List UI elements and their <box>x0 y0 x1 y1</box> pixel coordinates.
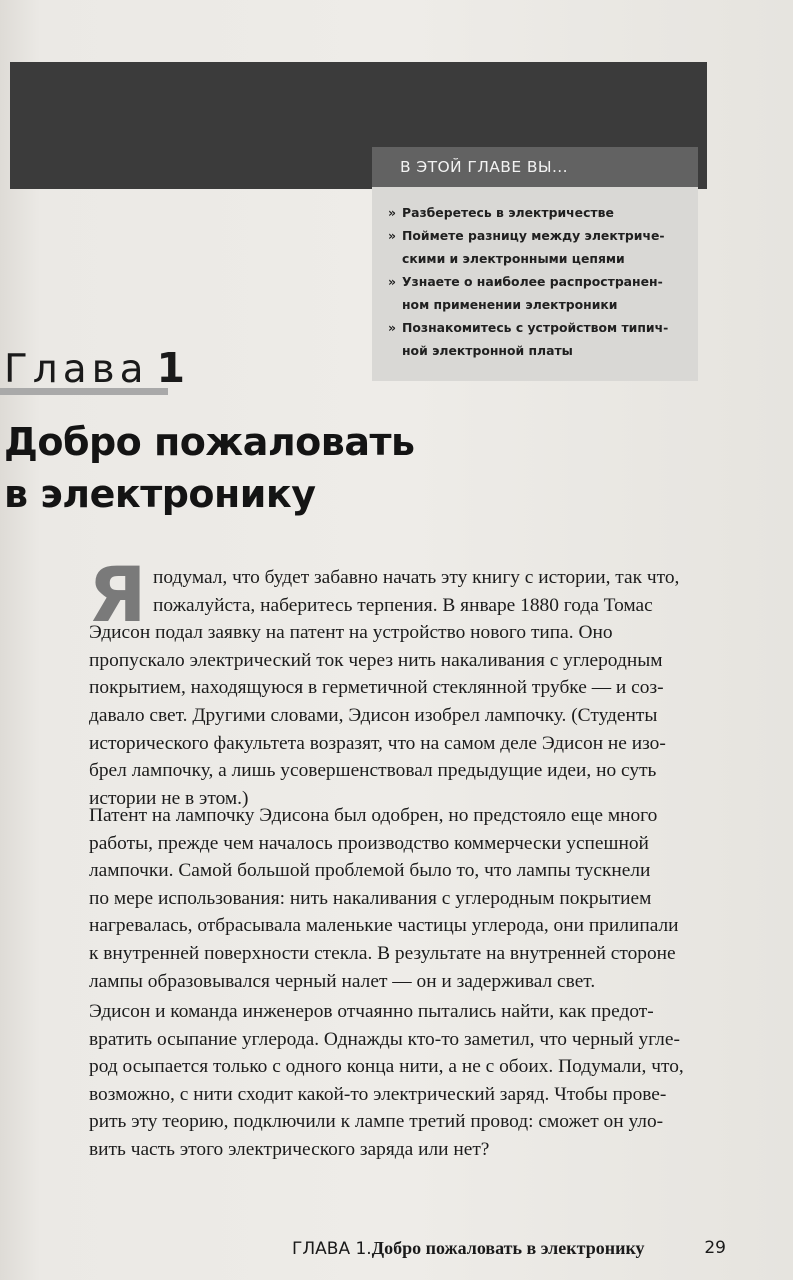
text-line: покрытием, находящуюся в герметичной стеклянной трубке — и соз- <box>89 677 664 699</box>
text-line: по мере использования: нить накаливания с углеродным покрытием <box>89 887 652 909</box>
text-line: пожалуйста, наберитесь терпения. В январе 1880 года Томас <box>153 594 653 616</box>
paragraph-1 <box>89 564 723 812</box>
chapter-summary-box <box>372 147 698 381</box>
summary-item-line: Познакомитесь с устройством типич- <box>402 320 669 335</box>
text-line: Эдисон подал заявку на патент на устройство нового типа. Оно <box>89 622 613 644</box>
summary-item-line: Узнаете о наиболее распространен- <box>402 274 663 289</box>
bullet-icon: » <box>388 228 397 243</box>
text-line: рить эту теорию, подключили к лампе третий провод: сможет он уло- <box>89 1111 664 1133</box>
chapter-word: Глава <box>4 347 149 392</box>
chapter-summary-heading: В ЭТОЙ ГЛАВЕ ВЫ... <box>372 147 698 187</box>
text-line: род осыпается только с одного конца нити, а не с обоих. Подумали, что, <box>89 1056 684 1078</box>
text-line: пропускало электрический ток через нить накаливания с углеродным <box>89 649 663 671</box>
text-line: истории не в этом.) <box>89 787 249 809</box>
bullet-icon: » <box>388 205 397 220</box>
text-line: вратить осыпание углерода. Однажды кто-то заметил, что черный угле- <box>89 1028 680 1050</box>
bullet-icon: » <box>388 274 397 289</box>
text-line: нагревалась, отбрасывала маленькие частицы углерода, они прилипали <box>89 915 679 937</box>
summary-item-line: Поймете разницу между электриче- <box>402 228 665 243</box>
chapter-title-line: Добро пожаловать <box>4 420 415 464</box>
text-line: Эдисон и команда инженеров отчаянно пытались найти, как предот- <box>89 1001 654 1022</box>
bullet-icon: » <box>388 320 397 335</box>
footer-title: Добро пожаловать в электронику <box>371 1238 645 1258</box>
text-line: подумал, что будет забавно начать эту книгу с истории, так что, <box>153 567 680 588</box>
page-footer <box>292 1238 752 1268</box>
paragraph-2 <box>89 802 723 995</box>
text-line: лампочки. Самой большой проблемой было то, что лампы тускнели <box>89 860 651 882</box>
paragraph-3 <box>89 998 723 1164</box>
summary-item <box>388 224 684 270</box>
text-line: давало свет. Другими словами, Эдисон изобрел лампочку. (Студенты <box>89 704 658 726</box>
summary-item <box>388 201 684 224</box>
summary-item-line: скими и электронными цепями <box>402 251 625 266</box>
text-line: к внутренней поверхности стекла. В результате на внутренней стороне <box>89 942 676 964</box>
text-line: возможно, с нити сходит какой-то электрический заряд. Чтобы прове- <box>89 1083 667 1105</box>
text-line: лампы образовывался черный налет — он и задерживал свет. <box>89 970 596 992</box>
chapter-title-line: в электронику <box>4 472 316 516</box>
chapter-label <box>4 344 185 394</box>
summary-item-line: ной электронной платы <box>402 343 573 358</box>
text-line: работы, прежде чем началось производство коммерчески успешной <box>89 832 649 854</box>
page-number: 29 <box>704 1238 726 1258</box>
summary-item <box>388 316 684 362</box>
summary-item <box>388 270 684 316</box>
summary-item-line: ном применении электроники <box>402 297 618 312</box>
text-line: Патент на лампочку Эдисона был одобрен, но предстояло еще много <box>89 805 658 826</box>
drop-cap: Я <box>88 550 147 639</box>
footer-chapter: ГЛАВА 1. <box>292 1239 372 1259</box>
chapter-title <box>4 416 415 520</box>
chapter-number: 1 <box>156 344 186 392</box>
summary-item-line: Разберетесь в электричестве <box>402 205 614 220</box>
text-line: исторического факультета возразят, что на самом деле Эдисон не изо- <box>89 732 666 754</box>
chapter-summary-list <box>372 187 698 362</box>
text-line: вить часть этого электрического заряда или нет? <box>89 1138 490 1160</box>
text-line: брел лампочку, а лишь усовершенствовал предыдущие идеи, но суть <box>89 760 657 782</box>
